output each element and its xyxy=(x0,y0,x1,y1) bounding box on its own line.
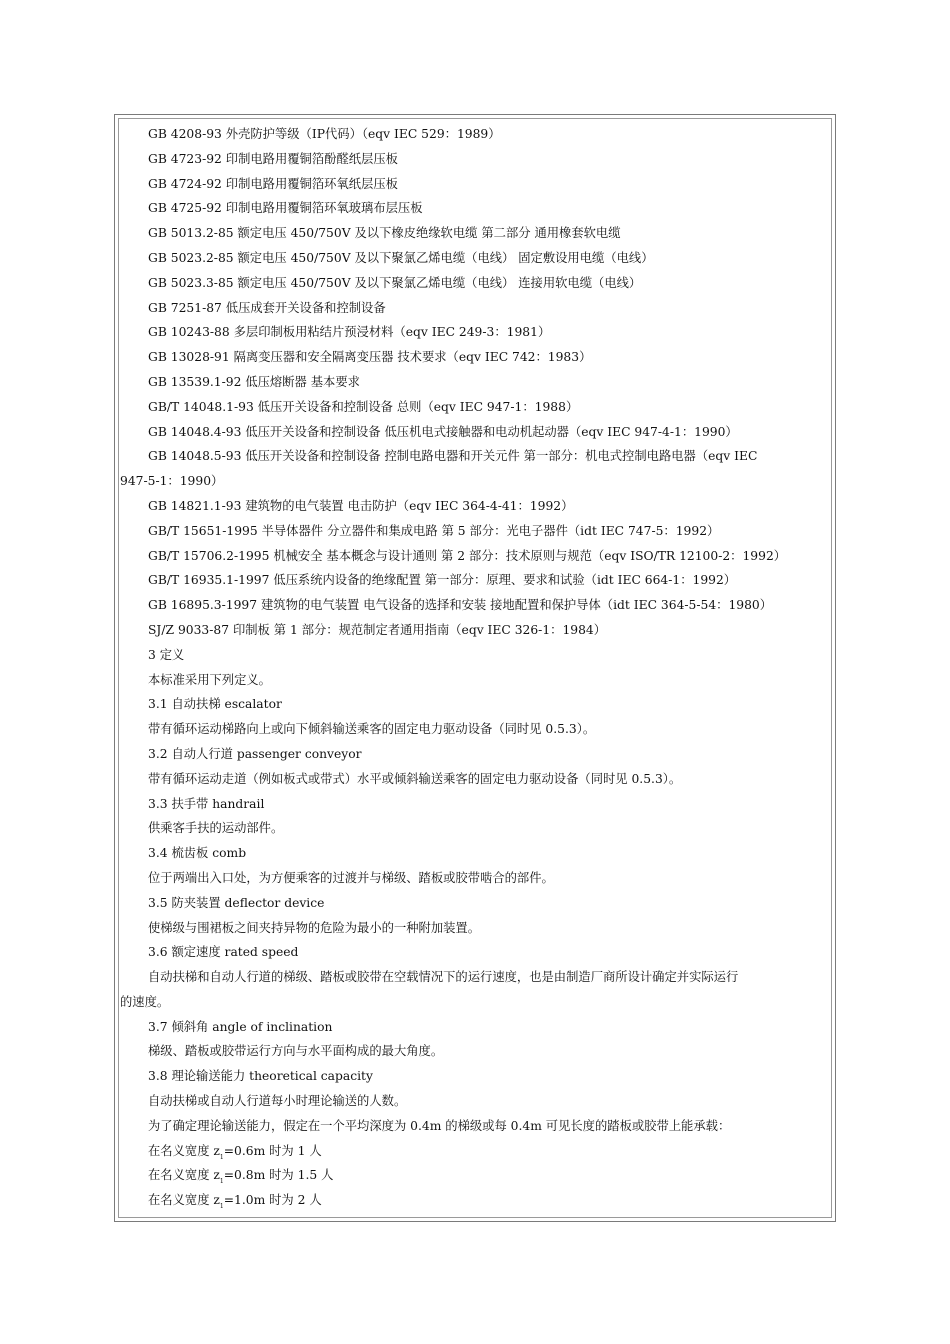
ref-gbt15706: GB/T 15706.2-1995 机械安全 基本概念与设计通则 第 2 部分：技术原则与规范（eqv ISO/TR 12100-2：1992） xyxy=(148,548,787,563)
paragraph: 带有循环运动梯路向上或向下倾斜输送乘客的固定电力驱动设备（同时见 0.5.3）。 xyxy=(148,722,596,737)
ref-sjz9033: SJ/Z 9033-87 印制板 第 1 部分：规范制定者通用指南（eqv IEC 326-1：1984） xyxy=(148,622,607,637)
ref-gb14048-5-cont: 947-5-1：1990） xyxy=(120,474,224,489)
ref-gb16895: GB 16895.3-1997 建筑物的电气装置 电气设备的选择和安装 接地配置和保护导体（idt IEC 364-5-54：1980） xyxy=(148,598,773,613)
width-suffix: =0.8m 时为 1.5 人 xyxy=(223,1168,334,1183)
ref-gb4725: GB 4725-92 印制电路用覆铜箔环氧玻璃布层压板 xyxy=(148,201,423,216)
paragraph: 为了确定理论输送能力，假定在一个平均深度为 0.4m 的梯级或每 0.4m 可见长度的踏板或胶带上能承载： xyxy=(148,1118,731,1133)
paragraph: 自动扶梯或自动人行道每小时理论输送的人数。 xyxy=(148,1094,407,1109)
width-prefix: 在名义宽度 z xyxy=(148,1143,220,1158)
width-prefix: 在名义宽度 z xyxy=(148,1193,220,1208)
width-subscript: 1 xyxy=(219,1203,224,1211)
ref-gbt15651: GB/T 15651-1995 半导体器件 分立器件和集成电路 第 5 部分：光电子器件（idt IEC 747-5：1992） xyxy=(148,523,720,538)
ref-gb14048-5: GB 14048.5-93 低压开关设备和控制设备 控制电路电器和开关元件 第一部分：机电式控制电路电器（eqv IEC xyxy=(148,449,758,464)
width-capacity-line xyxy=(120,1163,830,1188)
section-heading-definitions: 3 定义 xyxy=(148,647,185,662)
paragraph: 带有循环运动走道（例如板式或带式）水平或倾斜输送乘客的固定电力驱动设备（同时见 0.5.3）。 xyxy=(148,771,682,786)
term-heading: 3.6 额定速度 rated speed xyxy=(148,945,299,960)
term-heading: 3.7 倾斜角 angle of inclination xyxy=(148,1019,333,1034)
term-heading: 3.4 梳齿板 comb xyxy=(148,846,247,861)
ref-gbt16935: GB/T 16935.1-1997 低压系统内设备的绝缘配置 第一部分：原理、要求和试验（idt IEC 664-1：1992） xyxy=(148,573,737,588)
term-heading: 3.3 扶手带 handrail xyxy=(148,796,265,811)
ref-gb13539: GB 13539.1-92 低压熔断器 基本要求 xyxy=(148,374,360,389)
ref-gb5023-2: GB 5023.2-85 额定电压 450/750V 及以下聚氯乙烯电缆（电线） 固定敷设用电缆（电线） xyxy=(148,250,654,265)
paragraph-cont: 的速度。 xyxy=(120,994,170,1009)
term-heading: 3.5 防夹装置 deflector device xyxy=(148,895,325,910)
ref-gb4723: GB 4723-92 印制电路用覆铜箔酚醛纸层压板 xyxy=(148,151,398,166)
document-body xyxy=(120,122,830,1213)
width-capacity-line xyxy=(120,1188,830,1213)
paragraph: 梯级、踏板或胶带运行方向与水平面构成的最大角度。 xyxy=(148,1044,444,1059)
paragraph: 使梯级与围裙板之间夹持异物的危险为最小的一种附加装置。 xyxy=(148,920,481,935)
paragraph: 本标准采用下列定义。 xyxy=(148,672,271,687)
paragraph: 供乘客手扶的运动部件。 xyxy=(148,821,284,836)
term-heading: 3.1 自动扶梯 escalator xyxy=(148,697,282,712)
ref-gb14048-4: GB 14048.4-93 低压开关设备和控制设备 低压机电式接触器和电动机起动器（eqv IEC 947-4-1：1990） xyxy=(148,424,738,439)
paragraph: 自动扶梯和自动人行道的梯级、踏板或胶带在空载情况下的运行速度，也是由制造厂商所设计确定并实际运行 xyxy=(148,970,739,985)
term-heading: 3.2 自动人行道 passenger conveyor xyxy=(148,746,362,761)
width-subscript: 1 xyxy=(219,1178,224,1186)
ref-gb14821: GB 14821.1-93 建筑物的电气装置 电击防护（eqv IEC 364-4-41：1992） xyxy=(148,498,574,513)
ref-gb4208: GB 4208-93 外壳防护等级（IP代码）（eqv IEC 529：1989） xyxy=(148,127,501,141)
width-subscript: 1 xyxy=(219,1153,224,1161)
width-suffix: =1.0m 时为 2 人 xyxy=(223,1193,322,1208)
ref-gb5023-3: GB 5023.3-85 额定电压 450/750V 及以下聚氯乙烯电缆（电线） 连接用软电缆（电线） xyxy=(148,275,642,290)
ref-gb10243: GB 10243-88 多层印制板用粘结片预浸材料（eqv IEC 249-3：1981） xyxy=(148,325,551,340)
width-capacity-line xyxy=(120,1139,830,1164)
width-prefix: 在名义宽度 z xyxy=(148,1168,220,1183)
width-suffix: =0.6m 时为 1 人 xyxy=(223,1143,322,1158)
term-heading: 3.8 理论输送能力 theoretical capacity xyxy=(148,1069,373,1084)
ref-gbt14048-1: GB/T 14048.1-93 低压开关设备和控制设备 总则（eqv IEC 947-1：1988） xyxy=(148,399,579,414)
ref-gb4724: GB 4724-92 印制电路用覆铜箔环氧纸层压板 xyxy=(148,176,398,191)
ref-gb7251: GB 7251-87 低压成套开关设备和控制设备 xyxy=(148,300,386,315)
paragraph: 位于两端出入口处，为方便乘客的过渡并与梯级、踏板或胶带啮合的部件。 xyxy=(148,870,554,885)
ref-gb13028: GB 13028-91 隔离变压器和安全隔离变压器 技术要求（eqv IEC 742：1983） xyxy=(148,350,592,365)
ref-gb5013: GB 5013.2-85 额定电压 450/750V 及以下橡皮绝缘软电缆 第二部分 通用橡套软电缆 xyxy=(148,226,621,241)
